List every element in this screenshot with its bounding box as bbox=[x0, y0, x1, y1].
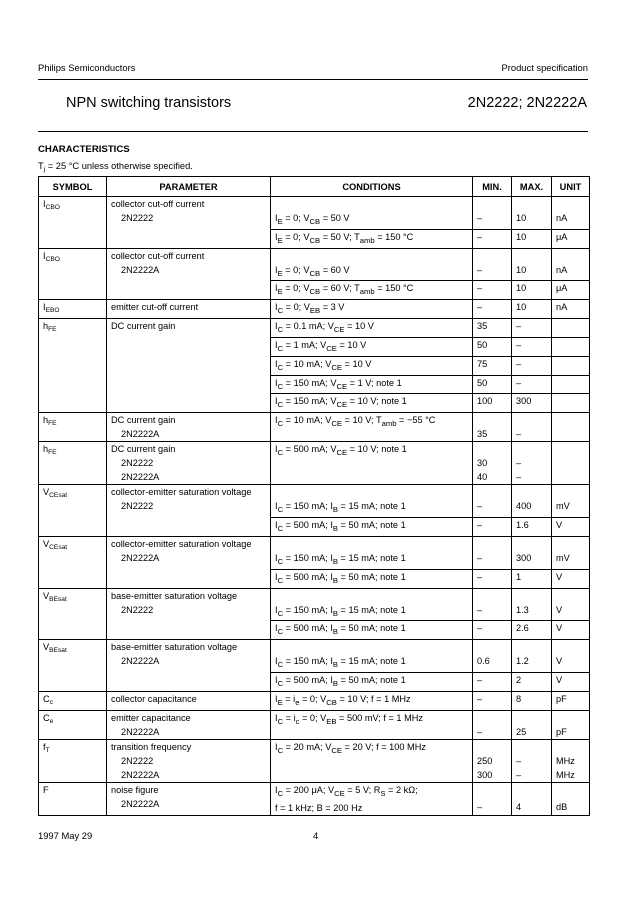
conditions-cell: $I_C = 500$ mA; $V_{CE} = 10$ V; note 1 bbox=[271, 442, 473, 485]
min-cell: – bbox=[473, 300, 512, 319]
unit-cell bbox=[552, 356, 590, 375]
parameter-cell: collector-emitter saturation voltage 2N2222A bbox=[107, 536, 271, 588]
max-cell: 10 bbox=[512, 248, 552, 281]
max-cell: – bbox=[512, 375, 552, 394]
unit-cell bbox=[552, 413, 590, 442]
symbol-cell: $I_{CBO}$ bbox=[39, 197, 107, 249]
symbol-cell: $f_T$ bbox=[39, 739, 107, 782]
min-cell: – bbox=[473, 710, 512, 739]
max-cell: 25 bbox=[512, 710, 552, 739]
page-title: NPN switching transistors bbox=[66, 95, 232, 111]
max-cell: 1.6 bbox=[512, 518, 552, 537]
table-body bbox=[39, 197, 590, 816]
column-header-max: MAX. bbox=[512, 177, 552, 197]
conditions-cell: $I_C = 150$ mA; $V_{CE} = 10$ V; note 1 bbox=[271, 394, 473, 413]
table-row bbox=[39, 536, 590, 569]
unit-cell: V bbox=[552, 640, 590, 673]
unit-cell: V bbox=[552, 569, 590, 588]
table-row bbox=[39, 248, 590, 281]
max-cell: 10 bbox=[512, 281, 552, 300]
table-row bbox=[39, 413, 590, 442]
conditions-cell: $I_C = 150$ mA; $I_B = 15$ mA; note 1 bbox=[271, 536, 473, 569]
title-rule bbox=[38, 131, 588, 132]
conditions-cell: $I_C = 500$ mA; $I_B = 50$ mA; note 1 bbox=[271, 518, 473, 537]
symbol-cell: $V_{CEsat}$ bbox=[39, 485, 107, 537]
conditions-cell: $I_C = 10$ mA; $V_{CE} = 10$ V; $T_{amb} = -55$ °C bbox=[271, 413, 473, 442]
parameter-cell: transition frequency 2N2222 2N2222A bbox=[107, 739, 271, 782]
symbol-cell: F bbox=[39, 782, 107, 815]
table-header-row bbox=[39, 177, 590, 197]
unit-cell: pF bbox=[552, 710, 590, 739]
max-cell: – bbox=[512, 319, 552, 338]
min-cell: 50 bbox=[473, 375, 512, 394]
parameter-cell: base-emitter saturation voltage 2N2222A bbox=[107, 640, 271, 692]
unit-cell: μA bbox=[552, 281, 590, 300]
footer-date: 1997 May 29 bbox=[38, 830, 93, 841]
unit-cell bbox=[552, 337, 590, 356]
conditions-cell: $I_C = 0.1$ mA; $V_{CE} = 10$ V bbox=[271, 319, 473, 338]
column-header-symbol: SYMBOL bbox=[39, 177, 107, 197]
unit-cell bbox=[552, 319, 590, 338]
max-cell: 10 bbox=[512, 229, 552, 248]
parameter-cell: collector cut-off current 2N2222 bbox=[107, 197, 271, 249]
unit-cell: μA bbox=[552, 229, 590, 248]
symbol-cell: $C_c$ bbox=[39, 691, 107, 710]
max-cell: 8 bbox=[512, 691, 552, 710]
symbol-cell: $V_{BEsat}$ bbox=[39, 588, 107, 640]
default-conditions: $T_j = 25$ °C unless otherwise specified. bbox=[38, 161, 193, 173]
unit-cell: dB bbox=[552, 782, 590, 815]
parameter-cell: collector cut-off current 2N2222A bbox=[107, 248, 271, 300]
max-cell: 1.3 bbox=[512, 588, 552, 621]
table-row bbox=[39, 588, 590, 621]
min-cell: – bbox=[473, 281, 512, 300]
unit-cell: mV bbox=[552, 485, 590, 518]
max-cell: 400 bbox=[512, 485, 552, 518]
parameter-cell: DC current gain 2N2222A bbox=[107, 413, 271, 442]
table-row bbox=[39, 739, 590, 782]
min-cell: – bbox=[473, 197, 512, 230]
max-cell: 2.6 bbox=[512, 621, 552, 640]
min-cell: – bbox=[473, 691, 512, 710]
min-cell: 0.6 bbox=[473, 640, 512, 673]
symbol-cell: $h_{FE}$ bbox=[39, 442, 107, 485]
parameter-cell: DC current gain 2N2222 2N2222A bbox=[107, 442, 271, 485]
table-row bbox=[39, 442, 590, 485]
conditions-cell: $I_C = 500$ mA; $I_B = 50$ mA; note 1 bbox=[271, 621, 473, 640]
table-row bbox=[39, 710, 590, 739]
min-cell: – bbox=[473, 588, 512, 621]
table-row bbox=[39, 640, 590, 673]
max-cell: 10 bbox=[512, 197, 552, 230]
conditions-cell: $I_E = 0$; $V_{CB} = 60$ V bbox=[271, 248, 473, 281]
min-cell: – bbox=[473, 621, 512, 640]
max-cell: – bbox=[512, 413, 552, 442]
min-cell: 35 bbox=[473, 319, 512, 338]
company-name: Philips Semiconductors bbox=[38, 62, 136, 73]
part-numbers: 2N2222; 2N2222A bbox=[467, 95, 587, 111]
conditions-cell: $I_C = 0$; $V_{EB} = 3$ V bbox=[271, 300, 473, 319]
min-cell: 250 300 bbox=[473, 739, 512, 782]
table-row bbox=[39, 300, 590, 319]
column-header-unit: UNIT bbox=[552, 177, 590, 197]
min-cell: – bbox=[473, 485, 512, 518]
unit-cell: mV bbox=[552, 536, 590, 569]
column-header-parameter: PARAMETER bbox=[107, 177, 271, 197]
min-cell: 100 bbox=[473, 394, 512, 413]
unit-cell bbox=[552, 394, 590, 413]
characteristics-table bbox=[38, 176, 590, 816]
column-header-min: MIN. bbox=[473, 177, 512, 197]
parameter-cell: noise figure 2N2222A bbox=[107, 782, 271, 815]
table-row bbox=[39, 485, 590, 518]
unit-cell: nA bbox=[552, 197, 590, 230]
min-cell: 75 bbox=[473, 356, 512, 375]
conditions-cell: $I_C = 1$ mA; $V_{CE} = 10$ V bbox=[271, 337, 473, 356]
min-cell: – bbox=[473, 248, 512, 281]
table-row bbox=[39, 691, 590, 710]
max-cell: 1 bbox=[512, 569, 552, 588]
symbol-cell: $V_{BEsat}$ bbox=[39, 640, 107, 692]
conditions-cell: $I_E = 0$; $V_{CB} = 60$ V; $T_{amb} = 150$ °C bbox=[271, 281, 473, 300]
conditions-cell: $I_C = 10$ mA; $V_{CE} = 10$ V bbox=[271, 356, 473, 375]
unit-cell: V bbox=[552, 621, 590, 640]
max-cell: – bbox=[512, 356, 552, 375]
section-heading: CHARACTERISTICS bbox=[38, 144, 130, 155]
parameter-cell: DC current gain bbox=[107, 319, 271, 413]
page-number: 4 bbox=[313, 830, 319, 841]
conditions-cell: $I_E = i_e = 0$; $V_{CB} = 10$ V; f = 1 MHz bbox=[271, 691, 473, 710]
max-cell: 4 bbox=[512, 782, 552, 815]
max-cell: 10 bbox=[512, 300, 552, 319]
document-type: Product specification bbox=[501, 62, 588, 73]
conditions-cell: $I_E = 0$; $V_{CB} = 50$ V; $T_{amb} = 150$ °C bbox=[271, 229, 473, 248]
table-row bbox=[39, 782, 590, 815]
symbol-cell: $h_{FE}$ bbox=[39, 413, 107, 442]
max-cell: – – bbox=[512, 739, 552, 782]
table-row bbox=[39, 197, 590, 230]
symbol-cell: $I_{EBO}$ bbox=[39, 300, 107, 319]
parameter-cell: emitter cut-off current bbox=[107, 300, 271, 319]
column-header-conditions: CONDITIONS bbox=[271, 177, 473, 197]
symbol-cell: $V_{CEsat}$ bbox=[39, 536, 107, 588]
max-cell: 300 bbox=[512, 536, 552, 569]
conditions-cell: $I_C = 500$ mA; $I_B = 50$ mA; note 1 bbox=[271, 569, 473, 588]
min-cell: – bbox=[473, 229, 512, 248]
parameter-cell: collector capacitance bbox=[107, 691, 271, 710]
symbol-cell: $I_{CBO}$ bbox=[39, 248, 107, 300]
unit-cell bbox=[552, 442, 590, 485]
min-cell: – bbox=[473, 536, 512, 569]
conditions-cell: $I_C = 200$ μA; $V_{CE} = 5$ V; $R_S = 2$ kΩ; f = 1 kHz; B = 200 Hz bbox=[271, 782, 473, 815]
max-cell: – – bbox=[512, 442, 552, 485]
min-cell: 30 40 bbox=[473, 442, 512, 485]
max-cell: 1.2 bbox=[512, 640, 552, 673]
min-cell: – bbox=[473, 673, 512, 692]
conditions-cell: $I_C = 150$ mA; $I_B = 15$ mA; note 1 bbox=[271, 640, 473, 673]
min-cell: – bbox=[473, 569, 512, 588]
table-row bbox=[39, 319, 590, 338]
unit-cell: V bbox=[552, 588, 590, 621]
unit-cell: nA bbox=[552, 300, 590, 319]
max-cell: – bbox=[512, 337, 552, 356]
unit-cell: MHz MHz bbox=[552, 739, 590, 782]
min-cell: 50 bbox=[473, 337, 512, 356]
unit-cell bbox=[552, 375, 590, 394]
conditions-cell: $I_C = 150$ mA; $I_B = 15$ mA; note 1 bbox=[271, 485, 473, 518]
parameter-cell: emitter capacitance 2N2222A bbox=[107, 710, 271, 739]
parameter-cell: base-emitter saturation voltage 2N2222 bbox=[107, 588, 271, 640]
max-cell: 2 bbox=[512, 673, 552, 692]
min-cell: – bbox=[473, 518, 512, 537]
conditions-cell: $I_C = 20$ mA; $V_{CE} = 20$ V; f = 100 MHz bbox=[271, 739, 473, 782]
min-cell: 35 bbox=[473, 413, 512, 442]
conditions-cell: $I_C = 500$ mA; $I_B = 50$ mA; note 1 bbox=[271, 673, 473, 692]
max-cell: 300 bbox=[512, 394, 552, 413]
min-cell: – bbox=[473, 782, 512, 815]
parameter-cell: collector-emitter saturation voltage 2N2222 bbox=[107, 485, 271, 537]
unit-cell: V bbox=[552, 518, 590, 537]
symbol-cell: $C_e$ bbox=[39, 710, 107, 739]
conditions-cell: $I_C = 150$ mA; $I_B = 15$ mA; note 1 bbox=[271, 588, 473, 621]
unit-cell: pF bbox=[552, 691, 590, 710]
unit-cell: nA bbox=[552, 248, 590, 281]
unit-cell: V bbox=[552, 673, 590, 692]
conditions-cell: $I_C = i_c = 0$; $V_{EB} = 500$ mV; f = 1 MHz bbox=[271, 710, 473, 739]
header-rule bbox=[38, 79, 588, 80]
symbol-cell: $h_{FE}$ bbox=[39, 319, 107, 413]
conditions-cell: $I_C = 150$ mA; $V_{CE} = 1$ V; note 1 bbox=[271, 375, 473, 394]
conditions-cell: $I_E = 0$; $V_{CB} = 50$ V bbox=[271, 197, 473, 230]
